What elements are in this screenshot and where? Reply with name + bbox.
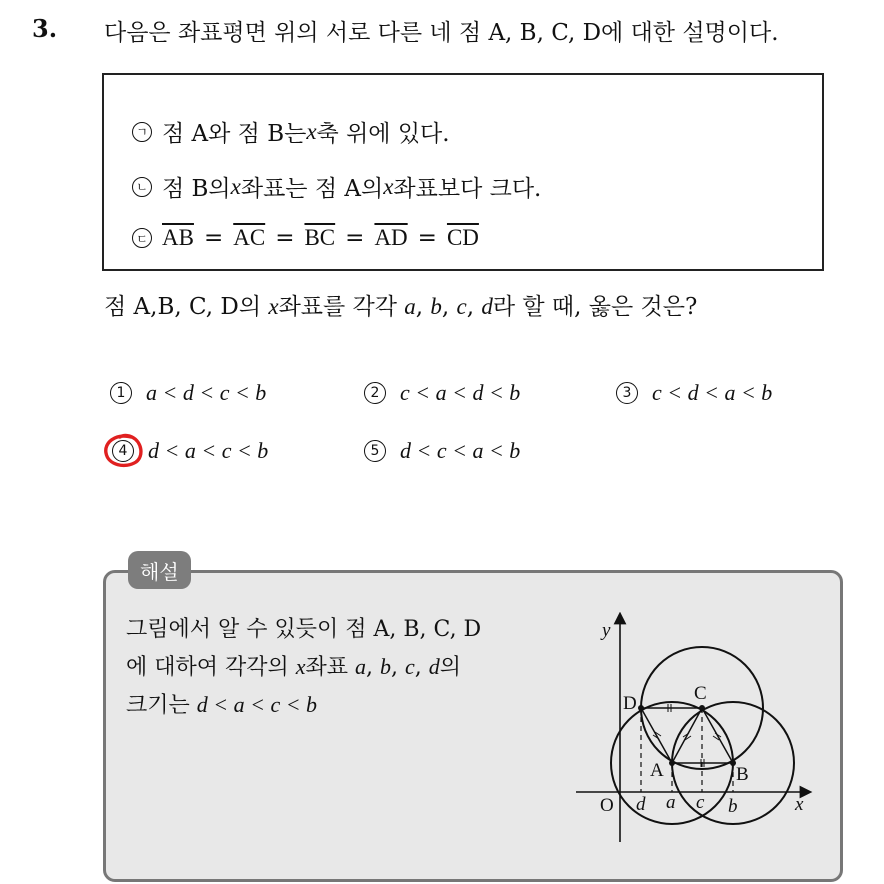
comma: , (366, 655, 381, 680)
segment-cd: $\overline{CD}$ (446, 225, 479, 250)
equals-sign: = (345, 225, 365, 251)
var-c: c (456, 294, 467, 319)
solution-text: 에 대하여 각각의 (126, 655, 296, 680)
solution-tag: 해설 (128, 551, 191, 589)
choice-2[interactable] (364, 380, 520, 406)
solution-inequality: d < a < c < b (196, 692, 318, 717)
comma: , (414, 655, 429, 680)
condition-3 (132, 225, 479, 251)
var-x: x (230, 173, 241, 199)
choice-text: d < c < a < b (400, 438, 521, 463)
question-ask (104, 288, 697, 321)
axis-label-x: x (795, 794, 804, 815)
segment-bc: $\overline{BC}$ (304, 225, 336, 250)
label-point-d: D (623, 693, 637, 714)
ask-text: 라 할 때, 옳은 것은? (492, 294, 698, 320)
var-x: x (295, 654, 306, 679)
answer-circle-mark (101, 431, 145, 471)
var-a: a (404, 294, 416, 319)
var-d: d (428, 654, 440, 679)
choice-1[interactable] (110, 380, 266, 406)
condition-2 (132, 170, 541, 203)
segment-ad: $\overline{AD}$ (374, 225, 408, 250)
comma: , (391, 655, 406, 680)
label-point-a: A (650, 760, 664, 781)
choice-number: 3 (616, 382, 638, 404)
var-c: c (405, 654, 415, 679)
choice-text: d < a < c < b (148, 438, 269, 463)
condition-mark: ㄴ (132, 177, 152, 197)
tick-label-b: b (728, 796, 738, 817)
label-point-b: B (736, 764, 749, 785)
segment-ab: $\overline{AB}$ (162, 225, 194, 250)
comma: , (415, 294, 431, 320)
comma: , (441, 294, 457, 320)
solution-figure (570, 612, 820, 852)
var-b: b (380, 654, 392, 679)
question-prompt: 다음은 좌표평면 위의 서로 다른 네 점 A, B, C, D에 대한 설명이다. (104, 20, 779, 46)
var-a: a (355, 654, 367, 679)
tick-label-a: a (666, 792, 676, 813)
equals-sign: = (203, 225, 224, 251)
solution-text: 의 (439, 655, 462, 680)
choice-number: 2 (364, 382, 386, 404)
condition-text: 좌표보다 크다. (393, 176, 542, 202)
choice-text: c < a < d < b (400, 380, 521, 405)
solution-text: 좌표 (305, 655, 356, 680)
point-d (638, 705, 644, 711)
ask-text: 점 A,B, C, D의 (104, 294, 269, 320)
choice-3[interactable] (616, 380, 772, 406)
condition-text: 점 B의 (162, 176, 231, 202)
choice-number: 5 (364, 440, 386, 462)
point-c (699, 705, 705, 711)
equals-sign: = (417, 225, 437, 251)
solution-line-2 (126, 650, 461, 681)
choice-text: c < d < a < b (652, 380, 773, 405)
point-a (669, 760, 675, 766)
solution-text: 크기는 (126, 693, 197, 718)
segment-ac: $\overline{AC}$ (233, 225, 266, 250)
choice-5[interactable] (364, 438, 520, 464)
condition-text: 점 A와 점 B는 (162, 121, 307, 147)
label-origin: O (600, 795, 614, 816)
var-x: x (306, 118, 317, 144)
tick-label-c: c (696, 792, 705, 813)
axis-label-y: y (602, 620, 611, 641)
tick-label-d: d (636, 794, 646, 815)
var-x: x (383, 173, 394, 199)
choice-text: a < d < c < b (146, 380, 267, 405)
var-d: d (481, 294, 493, 319)
segment-ad (641, 708, 672, 763)
ask-text: 좌표를 각각 (278, 294, 405, 320)
condition-1 (132, 115, 450, 148)
condition-mark: ㄱ (132, 122, 152, 142)
choice-number: 1 (110, 382, 132, 404)
condition-mark: ㄷ (132, 228, 152, 248)
question-number: 3. (32, 14, 58, 43)
var-b: b (430, 294, 442, 319)
label-point-c: C (694, 683, 707, 704)
solution-line-1: 그림에서 알 수 있듯이 점 A, B, C, D (126, 617, 482, 642)
choice-number: 4 (112, 440, 134, 462)
var-x: x (268, 294, 279, 319)
condition-text: 축 위에 있다. (316, 121, 450, 147)
conditions-box (102, 73, 824, 271)
solution-line-3 (126, 688, 317, 719)
equals-sign: = (275, 225, 295, 251)
condition-text: 좌표는 점 A의 (240, 176, 384, 202)
comma: , (466, 294, 482, 320)
